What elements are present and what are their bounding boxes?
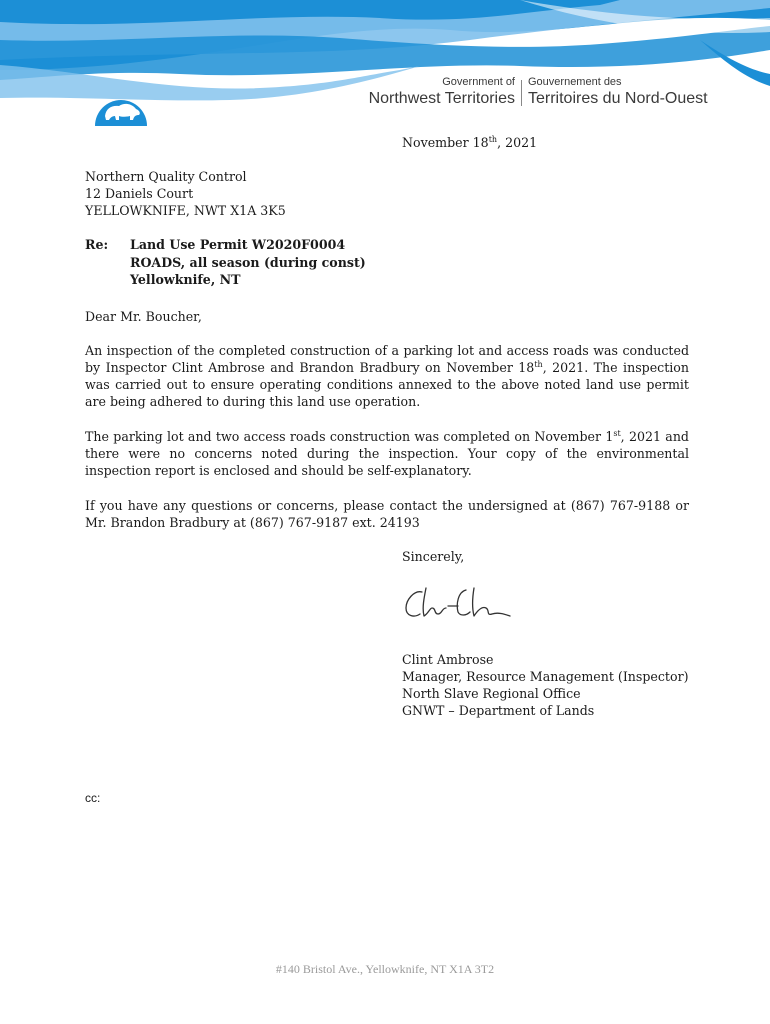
paragraph-3: If you have any questions or concerns, please contact the undersigned at (867) 767-9188 or Mr. Brandon Bradbury at (867) 767-9187 ext. 24193 (85, 498, 689, 530)
wordmark-divider (521, 80, 522, 106)
re-line-1: Land Use Permit W2020F0004 (130, 237, 346, 252)
cc-label: cc: (85, 791, 101, 805)
government-name-english (369, 76, 515, 109)
handwritten-signature (400, 578, 520, 628)
paragraph-1: An inspection of the completed construction of a parking lot and access roads was conducted by Inspector Clint Ambrose and Brandon Bradbury on November 18th, 2021. The inspection was carried out to ensure operating conditions annexed to the above noted land use permit are being adhered to during this land use operation. (85, 343, 690, 409)
paragraph-2: The parking lot and two access roads construction was completed on November 1st, 2021 and there were no concerns noted during the inspection. Your copy of the environmental inspection report is enclosed and should be self-explanatory. (85, 428, 689, 478)
re-label: Re: (85, 237, 109, 252)
address-line-3: YELLOWKNIFE, NWT X1A 3K5 (85, 203, 286, 218)
salutation: Dear Mr. Boucher, (85, 309, 202, 324)
polar-bear-logo-icon (92, 78, 150, 128)
closing: Sincerely, (402, 549, 465, 564)
government-name-french (528, 76, 708, 109)
letter-date: November 18th, 2021 (402, 134, 538, 150)
signer-department: GNWT – Department of Lands (402, 703, 595, 718)
re-line-2: ROADS, all season (during const) (130, 255, 366, 270)
govt-en-small: Government of (442, 76, 515, 88)
address-line-2: 12 Daniels Court (85, 186, 194, 201)
govt-fr-big: Territoires du Nord-Ouest (528, 90, 708, 107)
signer-name: Clint Ambrose (402, 652, 494, 667)
signer-title: Manager, Resource Management (Inspector) (402, 669, 689, 684)
signer-office: North Slave Regional Office (402, 686, 581, 701)
footer-address: #140 Bristol Ave., Yellowknife, NT X1A 3T2 (275, 962, 495, 976)
govt-en-big: Northwest Territories (368, 90, 515, 107)
re-line-3: Yellowknife, NT (130, 272, 241, 287)
address-line-1: Northern Quality Control (85, 169, 247, 184)
govt-fr-small: Gouvernement des (528, 76, 622, 88)
